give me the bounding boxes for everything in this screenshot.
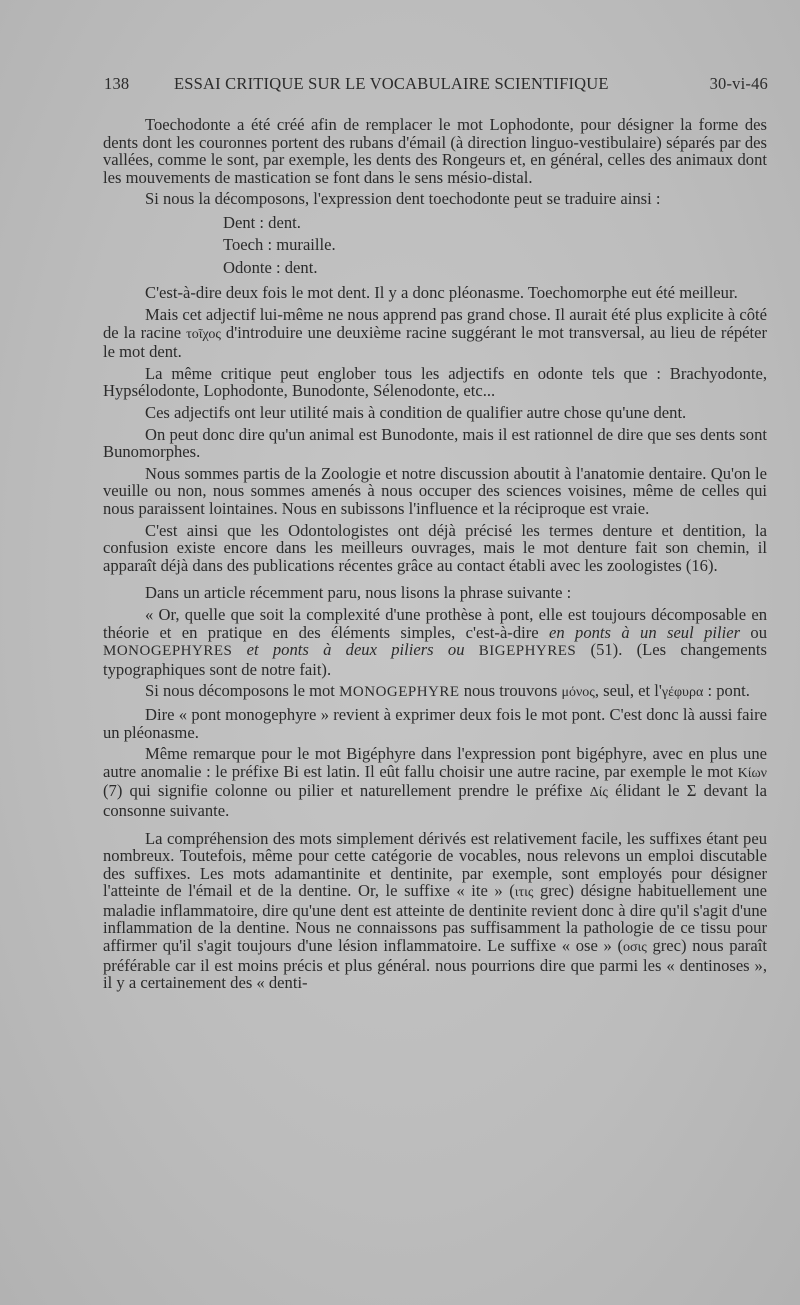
decomposition-item: Toech : muraille.	[223, 235, 336, 255]
text-run: Mais cet adjectif lui-même ne nous apprend pas grand chose. Il aurait été plus explicite à côté de la racine	[103, 305, 767, 342]
paragraph	[103, 745, 767, 819]
running-header	[104, 74, 768, 96]
text-run: nous trouvons	[459, 681, 562, 701]
italic-run: et ponts à deux piliers ou	[232, 640, 479, 660]
greek-word: Κίων	[737, 765, 767, 781]
italic-run: en ponts à un seul pilier	[549, 622, 741, 642]
quote-paragraph	[103, 606, 767, 678]
paragraph: Dans un article récemment paru, nous lisons la phrase suivante :	[145, 583, 572, 603]
text-run: « Or, quelle que soit la complexité d'une prothèse à pont, elle est toujours décomposable en théorie et en pratique en des éléments simples, c'est-à-dire	[103, 604, 767, 642]
text-run: , seul, et l'	[594, 681, 662, 701]
greek-word: Δίς	[589, 785, 608, 801]
decomposition-list	[223, 212, 767, 280]
page-number: 138	[104, 74, 130, 93]
text-run: grec) nous paraît préférable car il est moins précis et plus général. nous pourrions dire que parmi les « dentinoses », il y a certainement des « denti-	[103, 936, 767, 993]
paragraph: Dire « pont monogephyre » revient à exprimer deux fois le mot pont. C'est donc là aussi faire un pléonasme.	[103, 704, 767, 742]
paragraph: C'est-à-dire deux fois le mot dent. Il y a donc pléonasme. Toechomorphe eut été meilleur.	[145, 283, 738, 303]
text-run: (51). (Les changements typographiques sont de notre fait).	[103, 640, 767, 679]
paragraph: Ces adjectifs ont leur utilité mais à condition de qualifier autre chose qu'une dent.	[145, 403, 687, 423]
decomposition-item: Dent : dent.	[223, 212, 301, 232]
header-date: 30-vi-46	[709, 74, 768, 93]
paragraph	[103, 306, 767, 361]
text-run: (7) qui signifie colonne ou pilier et naturellement prendre le préfixe	[103, 781, 590, 801]
text-run: Si nous décomposons le mot	[145, 681, 340, 701]
greek-word: μόνος	[561, 685, 595, 701]
paragraph: Toechodonte a été créé afin de remplacer le mot Lophodonte, pour désigner la forme des dents dont les couronnes portent des rubans d'émail (à direction linguo-vestibulaire) séparés par des vallées, comme le sont, par exemple, les dents des Rongeurs et, en général, celles des animaux dont les mouvements de mastication se font dans le sens mésio-distal.	[103, 115, 767, 187]
paragraph: Nous sommes partis de la Zoologie et notre discussion aboutit à l'anatomie dentaire. Qu'on le veuille ou non, nous sommes amenés à nous occuper des sciences voisines, même de celles qui nous paraissent lointaines. Nous en subissons l'influence et la réciproque est vraie.	[103, 463, 767, 518]
paragraph	[103, 682, 767, 702]
text-run: La compréhension des mots simplement dérivés est relativement facile, les suffixes étant peu nombreux. Toutefois, même pour cette catégorie de vocables, nous relevons un emploi discutable des suffixes. Les mots adamantinite et dentinite, par exemple, sont employés pour désigner l'atteinte de l'émail et de la dentine. Or, le suffixe « ite » (	[103, 828, 767, 901]
greek-word: οσις	[622, 940, 647, 956]
greek-word: τοῖχος	[186, 326, 221, 342]
paragraph: On peut donc dire qu'un animal est Bunodonte, mais il est rationnel de dire que ses dents sont Bunomorphes.	[103, 424, 767, 462]
text-run: ou	[740, 622, 767, 642]
decomposition-item: Odonte : dent.	[223, 257, 318, 277]
paragraph: Si nous la décomposons, l'expression dent toechodonte peut se traduire ainsi :	[145, 189, 661, 209]
small-caps-term: MONOGEPHYRES	[103, 643, 233, 660]
small-caps-term: BIGEPHYRES	[478, 643, 577, 660]
text-run: élidant le Σ devant la consonne suivante.	[103, 781, 767, 820]
text-run: Même remarque pour le mot Bigéphyre dans l'expression pont bigéphyre, avec en plus une autre anomalie : le préfixe Bi est latin. Il eût fallu choisir une autre racine, par exemple le mot	[103, 744, 767, 781]
running-title: ESSAI CRITIQUE SUR LE VOCABULAIRE SCIENTIFIQUE	[174, 74, 609, 93]
text-run: grec) désigne habituellement une maladie inflammatoire, dire qu'une dent est atteinte de dentinite revient donc à dire qu'il s'agit d'une inflammation de la dentine. Nous ne connaissons pas suffisamment la pathologie de ce tissu pour affirmer qu'il s'agit toujours d'une lésion inflammatoire. Le suffixe « ose » (	[103, 881, 767, 956]
text-run: d'introduire une deuxième racine suggérant le mot transversal, au lieu de répéter le mot dent.	[103, 322, 767, 362]
greek-word: ιτις	[514, 885, 534, 901]
greek-word: γέφυρα	[661, 685, 704, 701]
body-text	[103, 116, 767, 996]
paragraph: C'est ainsi que les Odontologistes ont déjà précisé les termes denture et dentition, la confusion existe encore dans les meilleurs ouvrages, mais le mot denture fait son chemin, il apparaît déjà dans des publications récentes grâce au contact établi avec les zoologistes (16).	[103, 520, 767, 575]
paragraph	[103, 830, 767, 992]
paragraph: La même critique peut englober tous les adjectifs en odonte tels que : Brachyodonte, Hypsélodonte, Lophodonte, Bunodonte, Sélenodonte, etc...	[103, 363, 767, 401]
small-caps-term: MONOGEPHYRE	[339, 684, 460, 701]
text-run: : pont.	[703, 681, 750, 701]
